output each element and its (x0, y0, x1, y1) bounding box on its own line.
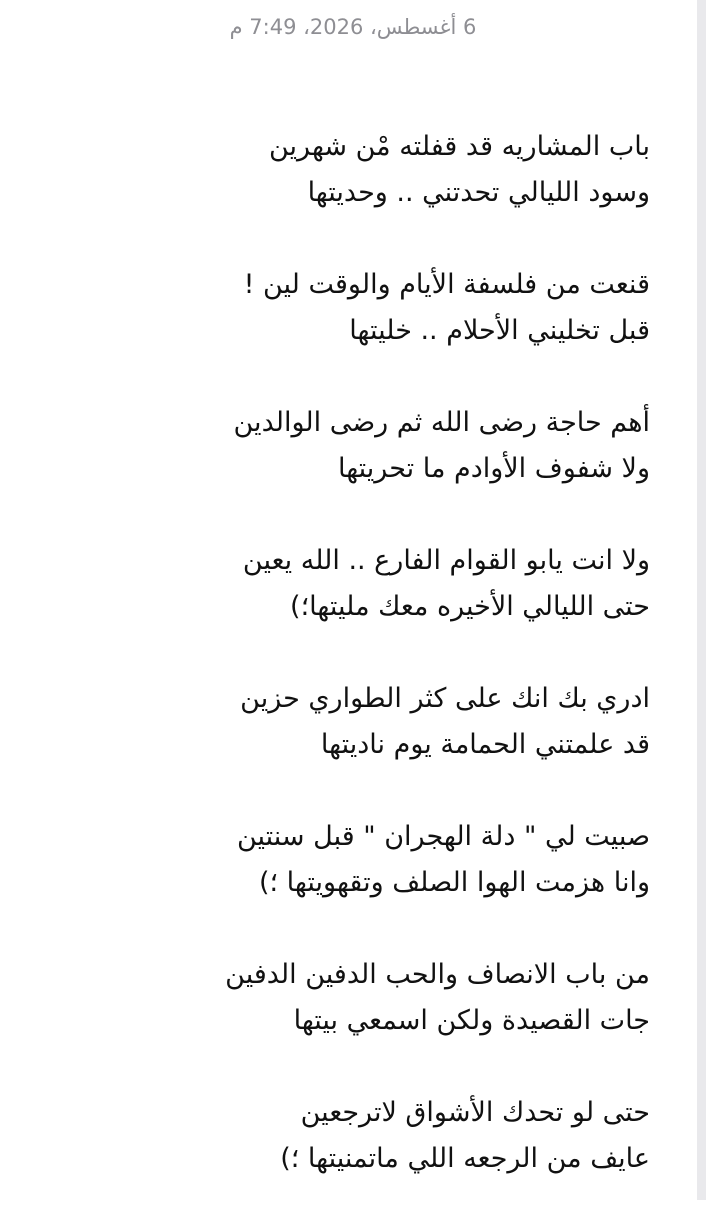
stanza (0, 1090, 650, 1228)
note-timestamp: 6 أغسطس، 2026، 7:49 م (229, 15, 477, 39)
stanza (0, 676, 650, 814)
poem-line: من باب الانصاف والحب الدفين الدفين (225, 959, 650, 990)
poem-line: ادري بك انك على كثر الطواري حزين (240, 683, 650, 714)
poem-line: باب المشاريه قد قفلته مْن شهرين (268, 131, 650, 162)
poem-body[interactable] (0, 124, 706, 1228)
stanza (0, 400, 650, 538)
poem-line: حتى الليالي الأخيره معك مليتها؛) (290, 591, 650, 622)
stanza (0, 952, 650, 1090)
poem-line: أهم حاجة رضى الله ثم رضى الوالدين (233, 407, 650, 438)
poem-line: قبل تخليني الأحلام .. خليتها (349, 315, 650, 346)
poem-line: عايف من الرجعه اللي ماتمنيتها ؛) (280, 1143, 650, 1174)
stanza (0, 814, 650, 952)
stanza (0, 262, 650, 400)
poem-line: ولا انت يابو القوام الفارع .. الله يعين (242, 545, 650, 576)
poem-line: قد علمتني الحمامة يوم ناديتها (320, 729, 650, 760)
poem-line: صبيت لي " دلة الهجران " قبل سنتين (236, 821, 650, 852)
poem-line: ولا شفوف الأوادم ما تحريتها (337, 453, 650, 484)
poem-line: حتى لو تحدك الأشواق لاترجعين (300, 1097, 650, 1128)
poem-line: وانا هزمت الهوا الصلف وتقهويتها ؛) (258, 867, 650, 898)
stanza (0, 124, 650, 262)
poem-line: وسود الليالي تحدتني .. وحديتها (307, 177, 650, 208)
stanza (0, 538, 650, 676)
poem-line: جات القصيدة ولكن اسمعي بيتها (293, 1005, 650, 1036)
poem-line: قنعت من فلسفة الأيام والوقت لين ! (243, 269, 650, 300)
